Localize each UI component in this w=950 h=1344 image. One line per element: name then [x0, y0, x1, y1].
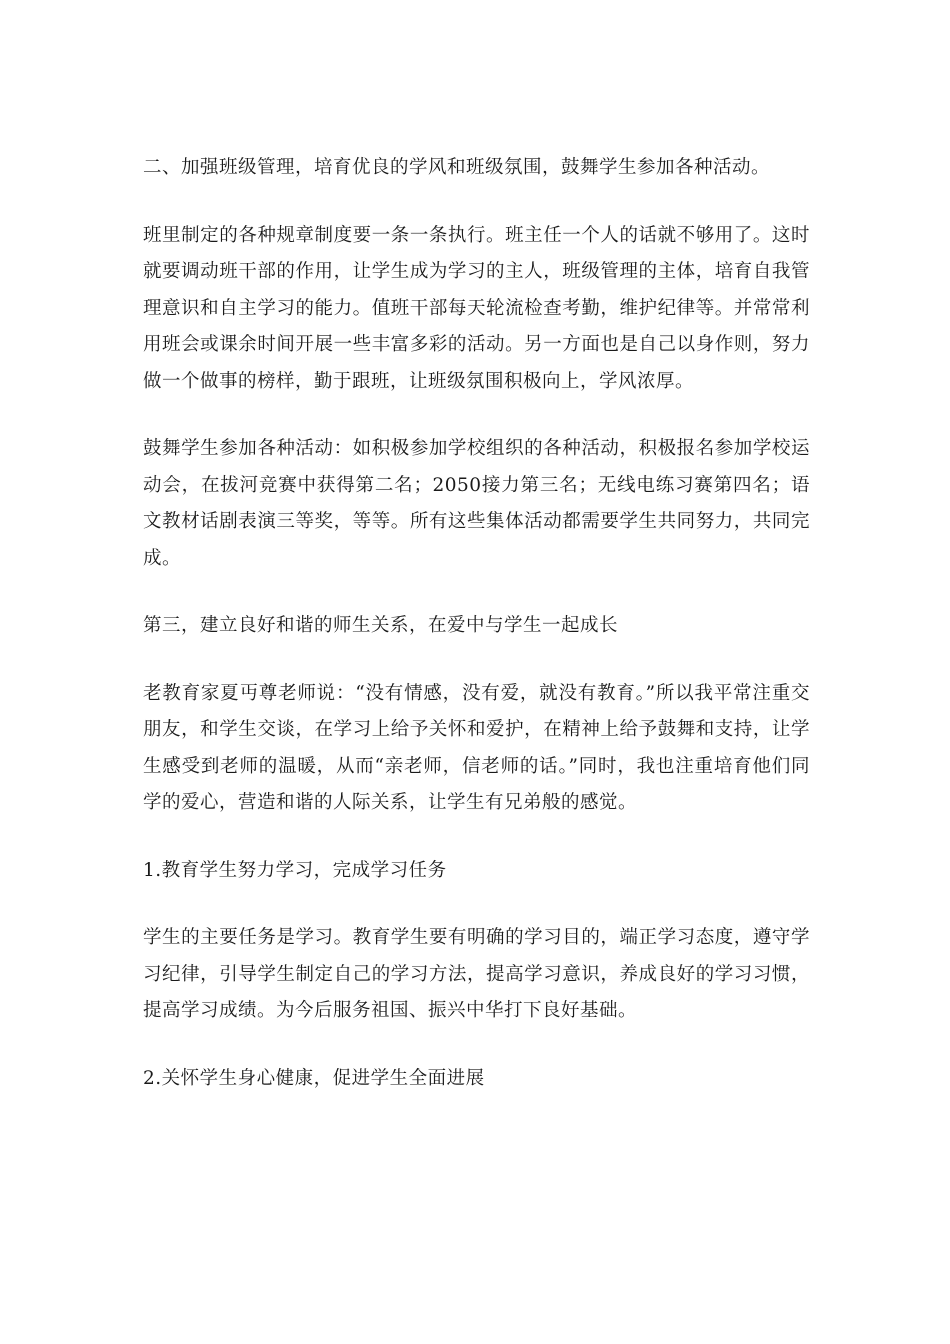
- paragraph-encourage-activities: 鼓舞学生参加各种活动：如积极参加学校组织的各种活动，积极报名参加学校运动会，在拔河竞赛中获得第二名；2050接力第三名；无线电练习赛第四名；语文教材话剧表演三等奖，等等。所有这些集体活动都需要学生共同努力，共同完成。: [143, 438, 810, 569]
- paragraph-study-goals: 学生的主要任务是学习。教育学生要有明确的学习目的，端正学习态度，遵守学习纪律，引导学生制定自己的学习方法，提高学习意识，养成良好的学习习惯，提高学习成绩。为今后服务祖国、振兴中华打下良好基础。: [143, 927, 810, 1021]
- section-heading-study-tasks: 1.教育学生努力学习，完成学习任务: [143, 859, 447, 881]
- paragraph-love-education: 老教育家夏丏尊老师说：“没有情感，没有爱，就没有教育。”所以我平常注重交朋友，和学生交谈，在学习上给予关怀和爱护，在精神上给予鼓舞和支持，让学生感受到老师的温暖，从而“亲老师，信老师的话。”同时，我也注重培育他们同学的爱心，营造和谐的人际关系，让学生有兄弟般的感觉。: [143, 682, 810, 813]
- section-heading-class-management: 二、加强班级管理，培育优良的学风和班级氛围，鼓舞学生参加各种活动。: [143, 157, 771, 178]
- section-heading-teacher-student: 第三，建立良好和谐的师生关系，在爱中与学生一起成长: [143, 615, 619, 636]
- document-body: [143, 150, 810, 1128]
- section-heading-health: 2.关怀学生身心健康，促进学生全面进展: [143, 1067, 485, 1089]
- paragraph-rules-execution: 班里制定的各种规章制度要一条一条执行。班主任一个人的话就不够用了。这时就要调动班干部的作用，让学生成为学习的主人，班级管理的主体，培育自我管理意识和自主学习的能力。值班干部每天轮流检查考勤，维护纪律等。并常常利用班会或课余时间开展一些丰富多彩的活动。另一方面也是自己以身作则，努力做一个做事的榜样，勤于跟班，让班级氛围积极向上，学风浓厚。: [143, 224, 810, 392]
